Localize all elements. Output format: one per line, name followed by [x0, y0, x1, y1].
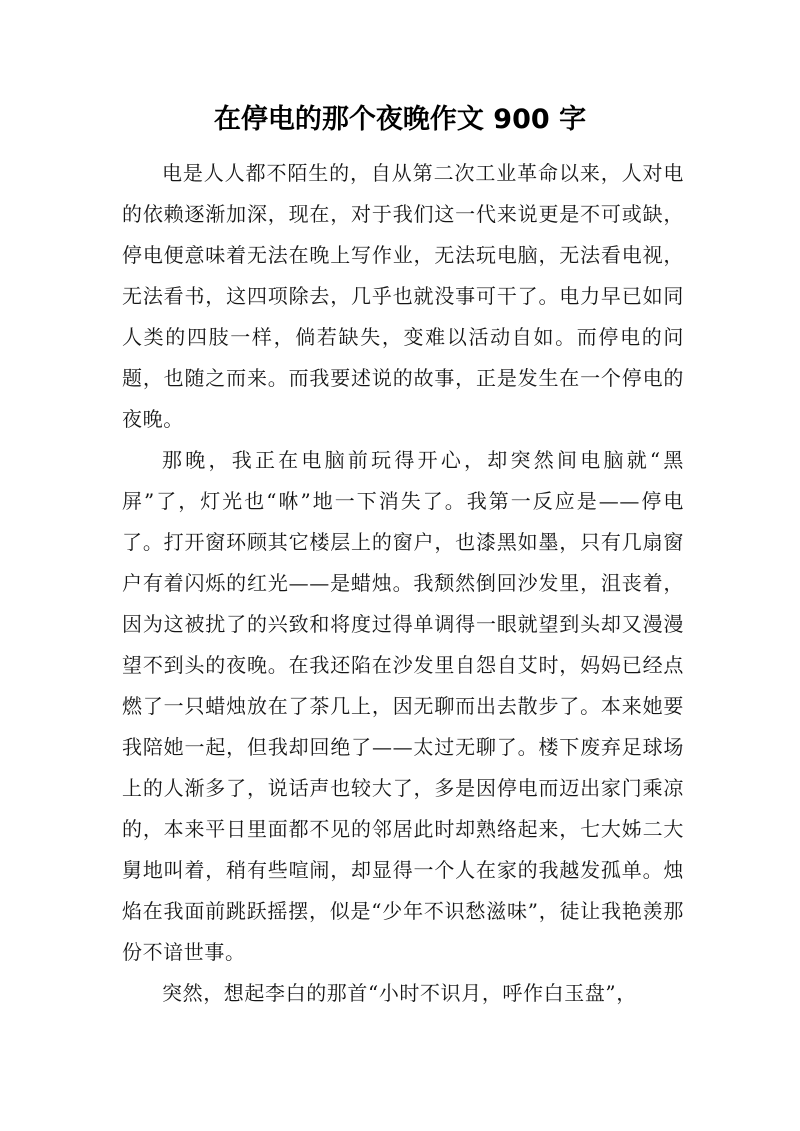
- paragraph-2: 那晚，我正在电脑前玩得开心，却突然间电脑就“黑屏”了，灯光也“咻”地一下消失了。我第一反应是——停电了。打开窗环顾其它楼层上的窗户，也漆黑如墨，只有几扇窗户有着闪烁的红光——是蜡烛。我颓然倒回沙发里，沮丧着，因为这被扰了的兴致和将度过得单调得一眼就望到头却又漫漫望不到头的夜晚。在我还陷在沙发里自怨自艾时，妈妈已经点燃了一只蜡烛放在了茶几上，因无聊而出去散步了。本来她要我陪她一起，但我却回绝了——太过无聊了。楼下废弃足球场上的人渐多了，说话声也较大了，多是因停电而迈出家门乘凉的，本来平日里面都不见的邻居此时却熟络起来，七大姊二大舅地叫着，稍有些喧闹，却显得一个人在家的我越发孤单。烛焰在我面前跳跃摇摆，似是“少年不识愁滋味”，徒让我艳羡那份不谙世事。: [122, 448, 684, 964]
- paragraph-3: 突然，想起李白的那首“小时不识月，呼作白玉盘”，: [162, 981, 637, 1005]
- document-body: [122, 153, 684, 1014]
- paragraph-1: 电是人人都不陌生的，自从第二次工业革命以来，人对电的依赖逐渐加深，现在，对于我们这一代来说更是不可或缺，停电便意味着无法在晚上写作业，无法玩电脑，无法看电视，无法看书，这四项除去，几乎也就没事可干了。电力早已如同人类的四肢一样，倘若缺失，变难以活动自如。而停电的问题，也随之而来。而我要述说的故事，正是发生在一个停电的夜晚。: [122, 161, 684, 431]
- document-title: 在停电的那个夜晚作文 900 字: [213, 104, 587, 135]
